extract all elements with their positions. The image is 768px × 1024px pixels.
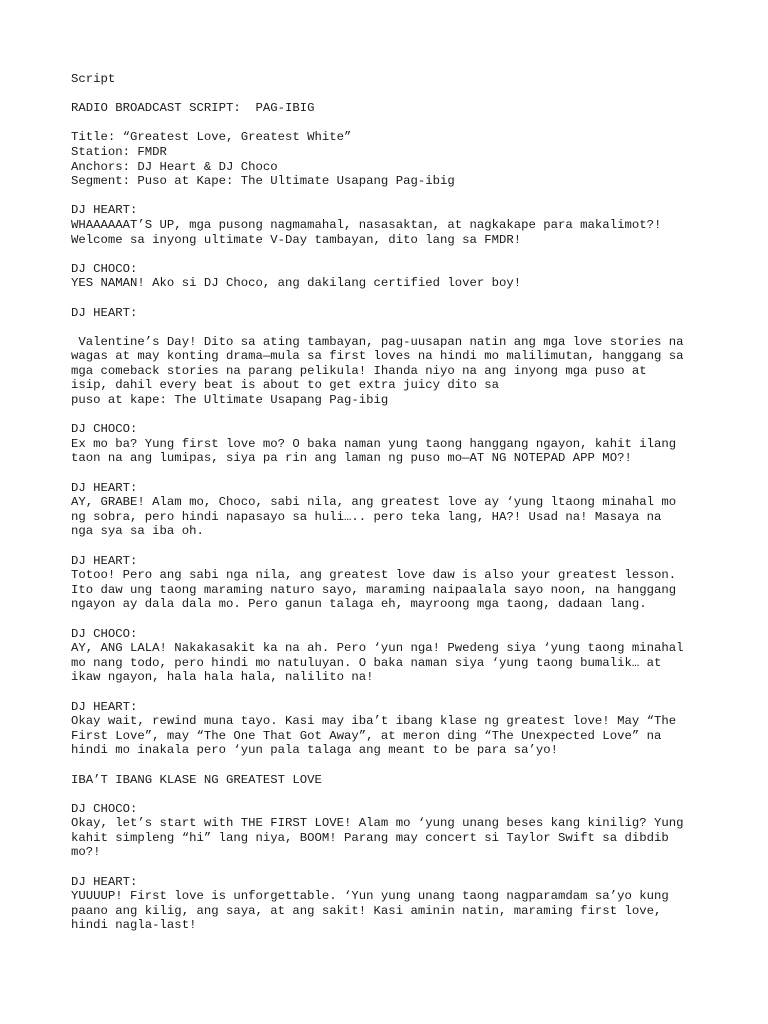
spacer (71, 758, 711, 773)
dialogue-line: nga sya sa iba oh. (71, 524, 204, 539)
spacer (71, 787, 711, 802)
dialogue-line: Ito daw ung taong maraming naturo sayo, maraming naipaalala sayo noon, na hanggang (71, 582, 677, 597)
speaker-label: DJ HEART: (71, 480, 138, 495)
speaker-label: DJ HEART: (71, 874, 138, 889)
spacer (71, 860, 711, 875)
speaker-label: DJ CHOCO: (71, 422, 138, 437)
spacer (71, 247, 711, 262)
spacer (71, 612, 711, 627)
spacer (71, 466, 711, 481)
dialogue-line: YUUUUP! First love is unforgettable. ‘Yun yung unang taong nagparamdam sa’yo kung (71, 889, 669, 904)
dialogue-line: YES NAMAN! Ako si DJ Choco, ang dakilang certified lover boy! (71, 276, 522, 291)
dialogue-line: Valentine’s Day! Dito sa ating tambayan, pag-uusapan natin ang mga love stories na (71, 334, 684, 349)
meta-title: Title: “Greatest Love, Greatest White” (71, 130, 352, 145)
meta-anchors: Anchors: DJ Heart & DJ Choco (71, 159, 278, 174)
dialogue-line: wagas at may konting drama—mula sa first loves na hindi mo malilimutan, hanggang sa (71, 349, 684, 364)
dialogue-line: hindi nagla-last! (71, 918, 197, 933)
dialogue-line: First Love”, may “The One That Got Away”, at meron ding “The Unexpected Love” na (71, 728, 662, 743)
dialogue-line: Welcome sa inyong ultimate V-Day tambayan, dito lang sa FMDR! (71, 232, 522, 247)
dialogue-line: Totoo! Pero ang sabi nga nila, ang greatest love daw is also your greatest lesson. (71, 568, 677, 583)
script-page (71, 72, 711, 948)
dialogue-block (71, 627, 711, 700)
speaker-label: DJ CHOCO: (71, 626, 138, 641)
dialogue-block (71, 262, 711, 306)
spacer (71, 933, 711, 948)
meta-station: Station: FMDR (71, 144, 167, 159)
dialogue-line: AY, ANG LALA! Nakakasakit ka na ah. Pero ‘yun nga! Pwedeng siya ‘yung taong minahal (71, 641, 684, 656)
dialogue-line: ngayon ay dala dala mo. Pero ganun talaga eh, mayroong mga taong, dadaan lang. (71, 597, 647, 612)
speaker-label: DJ CHOCO: (71, 261, 138, 276)
dialogue-block (71, 700, 711, 773)
dialogue-line: ng sobra, pero hindi napasayo sa huli….. pero teka lang, HA?! Usad na! Masaya na (71, 509, 662, 524)
dialogue-line: Okay, let’s start with THE FIRST LOVE! Alam mo ‘yung unang beses kang kinilig? Yung (71, 816, 684, 831)
section-heading: IBA’T IBANG KLASE NG GREATEST LOVE (71, 772, 322, 787)
spacer (71, 87, 711, 102)
dialogue-blocks (71, 203, 711, 772)
dialogue-block (71, 554, 711, 627)
document-heading: Script (71, 72, 116, 86)
dialogue-line: hindi mo inakala pero ‘yun pala talaga ang meant to be para sa’yo! (71, 743, 559, 758)
dialogue-block (71, 481, 711, 554)
spacer (71, 116, 711, 131)
broadcast-heading: RADIO BROADCAST SCRIPT: PAG-IBIG (71, 101, 315, 116)
spacer (71, 408, 711, 423)
spacer (71, 539, 711, 554)
dialogue-line: taon na ang lumipas, siya pa rin ang laman ng puso mo—AT NG NOTEPAD APP MO?! (71, 451, 632, 466)
spacer (71, 189, 711, 204)
dialogue-line: puso at kape: The Ultimate Usapang Pag-ibig (71, 393, 389, 408)
dialogue-line: ikaw ngayon, hala hala hala, nalilito na! (71, 670, 374, 685)
speaker-label: DJ HEART: (71, 305, 138, 320)
script-meta (71, 130, 711, 188)
dialogue-line: kahit simpleng “hi” lang niya, BOOM! Parang may concert si Taylor Swift sa dibdib (71, 830, 669, 845)
dialogue-line: mga comeback stories na parang pelikula! Ihanda niyo na ang inyong mga puso at (71, 363, 647, 378)
dialogue-line: Ex mo ba? Yung first love mo? O baka naman yung taong hanggang ngayon, kahit ilang (71, 436, 677, 451)
speaker-label: DJ CHOCO: (71, 801, 138, 816)
dialogue-block (71, 875, 711, 948)
meta-segment: Segment: Puso at Kape: The Ultimate Usapang Pag-ibig (71, 174, 455, 189)
dialogue-line: Okay wait, rewind muna tayo. Kasi may iba’t ibang klase ng greatest love! May “The (71, 714, 677, 729)
dialogue-blocks-continued (71, 802, 711, 948)
dialogue-line: WHAAAAAAT’S UP, mga pusong nagmamahal, nasasaktan, at nagkakape para makalimot?! (71, 217, 662, 232)
dialogue-line: isip, dahil every beat is about to get extra juicy dito sa (71, 378, 500, 393)
dialogue-line: paano ang kilig, ang saya, at ang sakit! Kasi aminin natin, maraming first love, (71, 903, 662, 918)
dialogue-line (71, 320, 711, 335)
spacer (71, 291, 711, 306)
dialogue-block (71, 203, 711, 261)
speaker-label: DJ HEART: (71, 553, 138, 568)
speaker-label: DJ HEART: (71, 203, 138, 218)
dialogue-block (71, 422, 711, 480)
spacer (71, 685, 711, 700)
dialogue-block (71, 802, 711, 875)
dialogue-line: mo nang todo, pero hindi mo natuluyan. O baka naman siya ‘yung taong bumalik… at (71, 655, 662, 670)
speaker-label: DJ HEART: (71, 699, 138, 714)
dialogue-line: mo?! (71, 845, 101, 860)
dialogue-block (71, 306, 711, 423)
dialogue-line: AY, GRABE! Alam mo, Choco, sabi nila, ang greatest love ay ‘yung ltaong minahal mo (71, 495, 677, 510)
